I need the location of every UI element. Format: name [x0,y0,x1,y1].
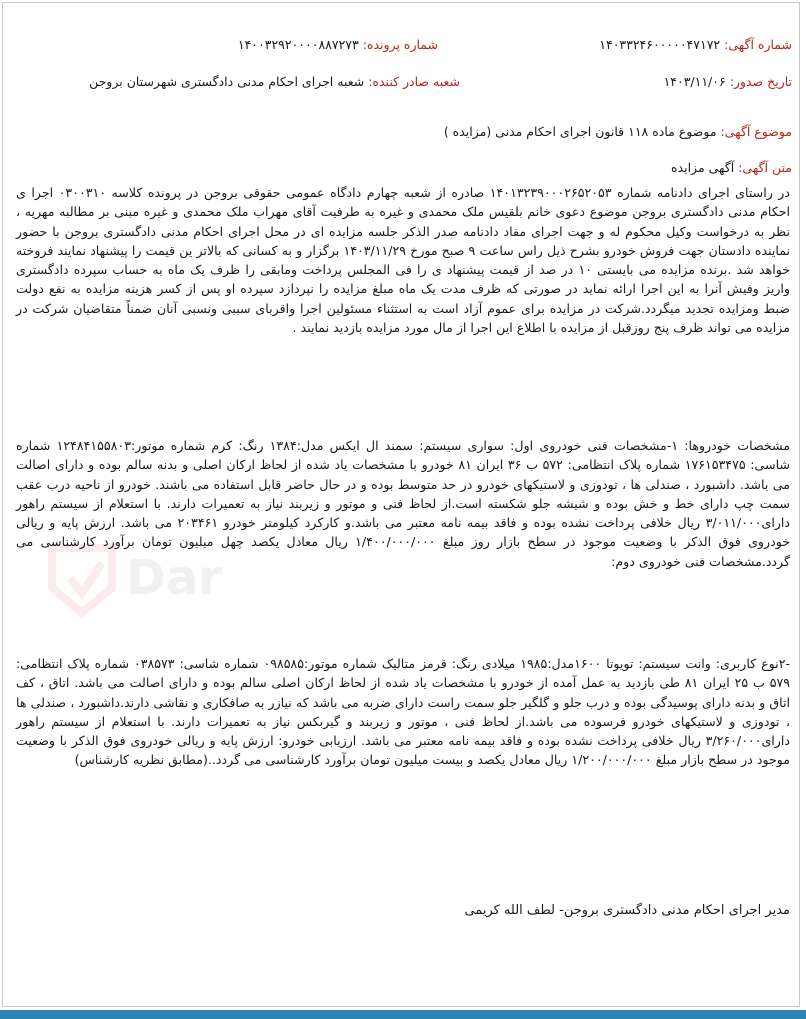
notice-text-header-row [671,160,792,175]
notice-number-label: شماره آگهی: [724,37,792,52]
case-number-label: شماره پرونده: [362,37,438,52]
body-paragraph-2-text: مشخصات خودروها: ۱-مشخصات فنی خودروی اول: سواری سیستم: سمند ال ایکس مدل:۱۳۸۴ رنگ: کرم شماره موتور:۱۲۴۸۴۱۵۵۸۰۳ شماره شاسی: ۱۷۶۱۵۳۴۷۵ شماره پلاک انتظامی: ۵۷۲ ب ۳۶ ایران ۸۱ خودرو با مشخصات یاد شده از لحاظ ارکان اصلی و بدنه سالم بوده و دارای اصالت می باشد. داشبورد ، صندلی ها ، تودوزی و لاستیکهای خودرو در حد متوسط بوده و در حال حاضر قابل استفاده می باشند. خودرو از ناحیه درب عقب سمت چپ دارای خط و خش بوده و شیشه جلو شکسته است.از لحاظ فنی و موتور و زیربند نیاز به تعمیرات دارند. با استعلام از سیستم راهور دارای۳/۰۱۱/۰۰۰ ریال خلافی پرداخت نشده بوده و فاقد بیمه نامه معتبر می باشد.و کارکرد کیلومتر خودرو ۲۰۳۴۶۱ می باشد. ارزش پایه و ریالی خودروی فوق الذکر با وضعیت موجود در سطح بازار روز مبلغ ۱/۴۰۰/۰۰۰/۰۰۰ ریال معادل یکصد چهل میلیون تومان برآورد کارشناسی می گردد.مشخصات فنی خودروی دوم: [16,438,791,569]
subject-label: موضوع آگهی: [720,124,792,139]
issue-date-row [664,74,792,89]
subject-row [444,124,792,139]
issuer-row [89,74,460,89]
notice-number: ۱۴۰۳۳۲۴۶۰۰۰۰۰۴۷۱۷۲ [599,37,721,52]
body-paragraph-1 [16,183,790,337]
issue-date-label: تاریخ صدور: [729,74,792,89]
body-paragraph-1-text: در راستای اجرای دادنامه شماره ۱۴۰۱۳۲۳۹۰۰۰۲۶۵۲۰۵۳ صادره از شعبه چهارم دادگاه عمومی حقوقی بروجن در پرونده کلاسه ۰۳۰۰۳۱۰ اجرا ی احکام مدنی دادگستری بروجن موضوع دعوی خانم بلقیس ملک محمدی و غیره به طرفیت آقای مهراب ملک محمدی و غیره مبنی بر مطالبه مهریه ، نظر به درخواست وکیل محکوم له و جهت اجرای مفاد دادنامه صدر الذکر جلسه مزایده ای در محل اجرای احکام مدنی دادگستری بروجن با حضور نماینده دادستان جهت فروش خودرو بشرح ذیل راس ساعت ۹ صبح مورخ ۱۴۰۳/۱۱/۲۹ برگزار و به کسانی که بالاتر ین قیمت را پیشنهاد نمایند فروخته خواهد شد .برنده مزایده می بایستی ۱۰ در صد از قیمت پیشنهاد ی را فی المجلس پرداخت ومابقی را ظرف یک ماه به حساب سپرده دادگستری واریز وفیش آنرا به این اجرا ارائه نماید در صورتی که ظرف مدت یک ماه مبلغ مزایده را نپردازد سپرده او پس از کسر هزینه مزایده به نفع دولت ضبط ومزایده تجدید میگردد.شرکت در مزایده برای عموم آزاد است به استثناء مسئولین اجرا واقربای سببی ونسبی آنان ضمناً متقاضیان شرکت در مزایده می تواند ظرف پنج روزقبل از مزایده با اطلاع این اجرا از مال مورد مزایده بازدید نمایند . [16,185,791,336]
body-paragraph-3 [16,654,790,770]
case-number-row [238,37,438,52]
bottom-bar [0,1010,806,1019]
body-paragraph-3-text: -۲نوع کاربری: وانت سیستم: تویوتا ۱۶۰۰مدل:۱۹۸۵ میلادی رنگ: قرمز متالیک شماره موتور:۰۹۸۵۸۵ شماره شاسی: ۰۳۸۵۷۳ شماره پلاک انتظامی: ۵۷۹ ب ۲۵ ایران ۸۱ طی بازدید به عمل آمده از خودرو با مشخصات یاد شده از لحاظ ارکان اصلی سالم بوده و دارای اصالت می باشد. اتاق ، کف اتاق و بدنه دارای پوسیدگی بوده و درب جلو و گلگیر جلو سمت راست دارای ضربه می باشد که نیازر به صافکاری و نقاشی دارند.داشبورد ، صندلی ها ، تودوزی و لاستیکهای خودرو فرسوده می باشد.از لحاظ فنی ، موتور و زیربند و گیربکس نیاز به تعمیرات دارند. با استعلام از سیستم راهور دارای۳/۲۶۰/۰۰۰ ریال خلافی پرداخت نشده بوده و فاقد بیمه نامه معتبر می باشد. ارزیابی خودرو: ارزش پایه و ریالی خودروی فوق الذکر با وضعیت موجود در سطح بازار مبلغ ۱/۲۰۰/۰۰۰/۰۰۰ ریال معادل یکصد و بیست میلیون تومان برآورد کارشناسی می گردد..(مطابق نظریه کارشناس) [16,656,791,768]
notice-text-title: آگهی مزایده [671,160,735,175]
notice-text-label: متن آگهی: [738,160,792,175]
subject-value: موضوع ماده ۱۱۸ قانون اجرای احکام مدنی (مزایده ) [443,124,717,139]
signature: مدیر اجرای احکام مدنی دادگستری بروجن- لطف الله کریمی [464,903,790,918]
watermark-text: Dar [126,550,222,606]
issuer: شعبه اجرای احکام مدنی دادگستری شهرستان بروجن [89,74,365,89]
issue-date: ۱۴۰۳/۱۱/۰۶ [663,74,726,89]
case-number: ۱۴۰۰۳۲۹۲۰۰۰۰۸۸۷۲۷۳ [237,37,359,52]
issuer-label: شعبه صادر کننده: [368,74,460,89]
notice-number-row [599,37,792,52]
body-paragraph-2 [16,436,790,571]
